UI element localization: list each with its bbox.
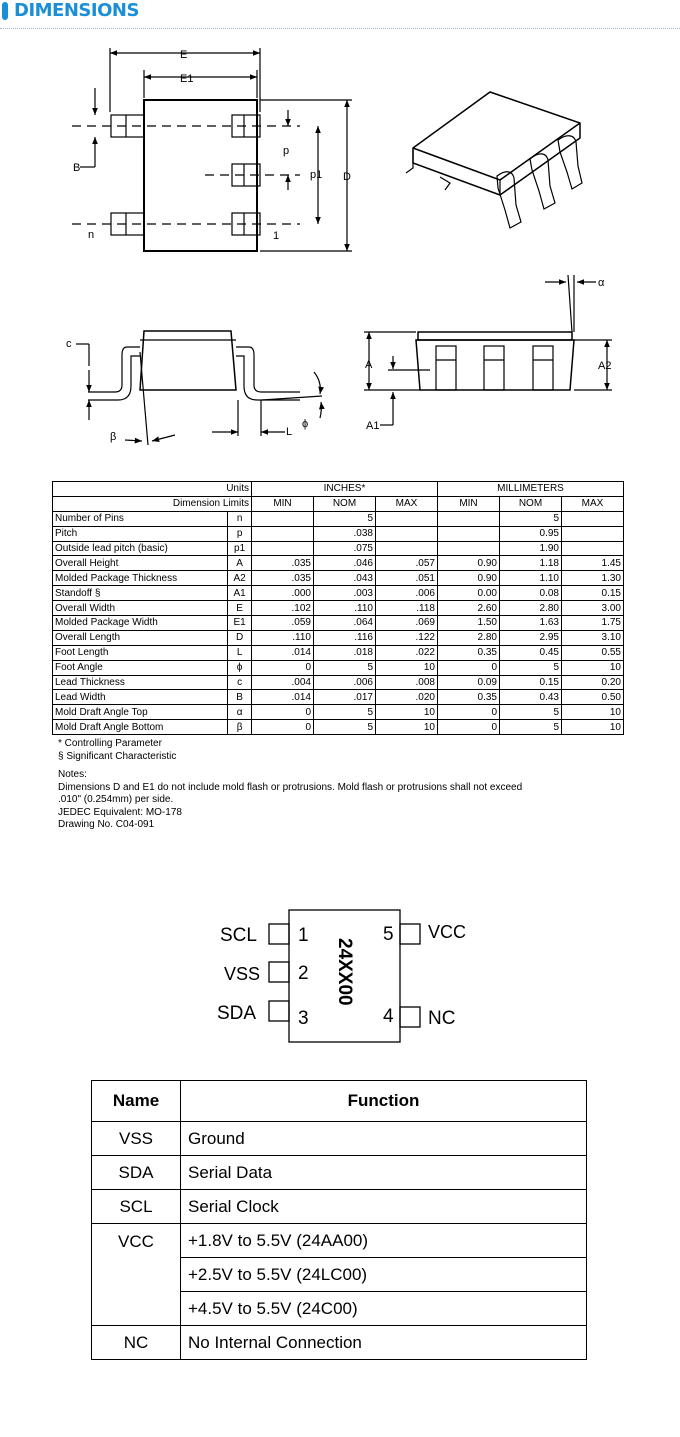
- cell-mm-min: 2.60: [438, 601, 500, 616]
- col-max: MAX: [562, 496, 624, 511]
- pin-function: Serial Clock: [181, 1190, 587, 1224]
- cell-mm-nom: 2.95: [500, 630, 562, 645]
- cell-mm-min: 0.90: [438, 556, 500, 571]
- cell-in-nom: .017: [314, 690, 376, 705]
- table-row: [53, 511, 624, 526]
- cell-in-max: 10: [376, 705, 438, 720]
- cell-mm-nom: 2.80: [500, 601, 562, 616]
- cell-sym: B: [228, 690, 252, 705]
- pin-2-name: VSS: [224, 964, 261, 984]
- note-line-2: .010" (0.254mm) per side.: [58, 794, 174, 805]
- pin-2-number: 2: [298, 963, 309, 984]
- notes-heading: Notes:: [58, 769, 87, 780]
- cell-mm-min: 0: [438, 720, 500, 735]
- pin-4-number: 4: [383, 1006, 394, 1027]
- cell-name: Molded Package Width: [53, 616, 228, 631]
- controlling-note: * Controlling Parameter: [58, 738, 162, 749]
- pin-function: +2.5V to 5.5V (24LC00): [181, 1258, 587, 1292]
- cell-mm-min: 0: [438, 705, 500, 720]
- cell-sym: L: [228, 645, 252, 660]
- cell-mm-max: 1.30: [562, 571, 624, 586]
- table-subheader-row: [53, 496, 624, 511]
- cell-in-nom: 5: [314, 720, 376, 735]
- note-line-4: Drawing No. C04-091: [58, 819, 155, 830]
- cell-in-nom: 5: [314, 660, 376, 675]
- cell-name: Overall Height: [53, 556, 228, 571]
- pin-name: VCC: [92, 1224, 181, 1326]
- label-A1: A1: [366, 420, 380, 432]
- cell-in-min: .110: [252, 630, 314, 645]
- cell-name: Foot Length: [53, 645, 228, 660]
- label-A: A: [365, 359, 373, 371]
- pin-1-number: 1: [298, 925, 309, 946]
- cell-in-max: .051: [376, 571, 438, 586]
- cell-mm-nom: 5: [500, 705, 562, 720]
- section-title: DIMENSIONS: [14, 0, 139, 21]
- name-column-header: Name: [92, 1081, 181, 1122]
- cell-sym: E1: [228, 616, 252, 631]
- cell-in-max: [376, 541, 438, 556]
- cell-name: Mold Draft Angle Top: [53, 705, 228, 720]
- pin-function: +1.8V to 5.5V (24AA00): [181, 1224, 587, 1258]
- cell-in-min: [252, 526, 314, 541]
- table-row: [53, 601, 624, 616]
- notes: [58, 738, 522, 832]
- cell-mm-min: 0.90: [438, 571, 500, 586]
- cell-mm-min: 0.35: [438, 690, 500, 705]
- cell-mm-nom: 0.08: [500, 586, 562, 601]
- cell-name: Outside lead pitch (basic): [53, 541, 228, 556]
- table-row: [53, 705, 624, 720]
- cell-in-min: [252, 511, 314, 526]
- cell-in-min: 0: [252, 720, 314, 735]
- cell-sym: p: [228, 526, 252, 541]
- significant-note: § Significant Characteristic: [58, 750, 177, 762]
- cell-sym: D: [228, 630, 252, 645]
- package-drawing: [0, 30, 680, 450]
- cell-in-min: .059: [252, 616, 314, 631]
- label-D: D: [343, 171, 351, 183]
- pin-4-name: NC: [428, 1008, 456, 1029]
- cell-mm-nom: 5: [500, 511, 562, 526]
- mm-label: MILLIMETERS: [438, 482, 624, 497]
- pin-function: Ground: [181, 1122, 587, 1156]
- cell-mm-max: 0.20: [562, 675, 624, 690]
- cell-mm-min: [438, 511, 500, 526]
- col-max: MAX: [376, 496, 438, 511]
- cell-mm-max: 10: [562, 720, 624, 735]
- pin-function-table: [91, 1080, 587, 1360]
- cell-mm-max: 3.10: [562, 630, 624, 645]
- cell-mm-max: [562, 511, 624, 526]
- note-line-3: JEDEC Equivalent: MO-178: [58, 806, 182, 818]
- cell-sym: E: [228, 601, 252, 616]
- cell-mm-nom: 1.63: [500, 616, 562, 631]
- label-A2: A2: [598, 360, 612, 372]
- label-p1: p1: [310, 169, 323, 181]
- inches-label: INCHES*: [252, 482, 438, 497]
- cell-sym: ϕ: [228, 660, 252, 675]
- cell-in-min: .102: [252, 601, 314, 616]
- label-c: c: [66, 338, 72, 350]
- cell-mm-min: 0.00: [438, 586, 500, 601]
- cell-sym: c: [228, 675, 252, 690]
- table-row: [53, 675, 624, 690]
- cell-in-min: .004: [252, 675, 314, 690]
- label-p: p: [283, 145, 290, 157]
- pin-3-name: SDA: [217, 1003, 257, 1024]
- units-label: Units: [53, 482, 252, 497]
- function-header-row: [92, 1081, 587, 1122]
- cell-name: Foot Angle: [53, 660, 228, 675]
- cell-name: Molded Package Thickness: [53, 571, 228, 586]
- cell-mm-max: 0.15: [562, 586, 624, 601]
- table-header-row: [53, 482, 624, 497]
- cell-sym: A: [228, 556, 252, 571]
- dim-limits-label: Dimension Limits: [53, 496, 252, 511]
- cell-sym: α: [228, 705, 252, 720]
- col-min: MIN: [252, 496, 314, 511]
- pin-name: NC: [92, 1326, 181, 1360]
- cell-mm-nom: 5: [500, 660, 562, 675]
- cell-mm-min: 0.09: [438, 675, 500, 690]
- table-row: [53, 720, 624, 735]
- pin-function: Serial Data: [181, 1156, 587, 1190]
- table-row: [53, 571, 624, 586]
- cell-mm-nom: 0.95: [500, 526, 562, 541]
- cell-in-min: .035: [252, 556, 314, 571]
- table-row: [53, 556, 624, 571]
- cell-in-max: .020: [376, 690, 438, 705]
- cell-in-nom: .038: [314, 526, 376, 541]
- pin-name: VSS: [92, 1122, 181, 1156]
- cell-mm-nom: 1.10: [500, 571, 562, 586]
- cell-in-max: .008: [376, 675, 438, 690]
- cell-mm-max: 1.75: [562, 616, 624, 631]
- cell-name: Overall Length: [53, 630, 228, 645]
- table-row: [53, 630, 624, 645]
- function-column-header: Function: [181, 1081, 587, 1122]
- dimensions-body: [53, 511, 624, 734]
- pin-function: No Internal Connection: [181, 1326, 587, 1360]
- header-divider: [0, 28, 680, 29]
- cell-mm-min: [438, 541, 500, 556]
- pin-name: SCL: [92, 1190, 181, 1224]
- cell-mm-nom: 0.43: [500, 690, 562, 705]
- cell-in-nom: .046: [314, 556, 376, 571]
- cell-mm-nom: 5: [500, 720, 562, 735]
- label-L: L: [286, 426, 293, 438]
- label-beta: β: [110, 431, 117, 443]
- cell-in-nom: .064: [314, 616, 376, 631]
- cell-name: Lead Width: [53, 690, 228, 705]
- cell-in-nom: .110: [314, 601, 376, 616]
- col-min: MIN: [438, 496, 500, 511]
- cell-mm-min: [438, 526, 500, 541]
- cell-in-max: .069: [376, 616, 438, 631]
- table-row: [53, 526, 624, 541]
- cell-sym: A2: [228, 571, 252, 586]
- table-row: [92, 1156, 587, 1190]
- label-E1: E1: [180, 73, 194, 85]
- part-marking: 24XX00: [334, 938, 355, 1006]
- cell-in-max: [376, 511, 438, 526]
- pin-5-name: VCC: [428, 922, 467, 942]
- cell-name: Number of Pins: [53, 511, 228, 526]
- cell-name: Lead Thickness: [53, 675, 228, 690]
- cell-in-nom: 5: [314, 705, 376, 720]
- cell-mm-nom: 1.90: [500, 541, 562, 556]
- dimensions-table: [52, 481, 624, 735]
- pin-1-name: SCL: [220, 925, 257, 946]
- note-line-1: Dimensions D and E1 do not include mold flash or protrusions. Mold flash or protrusions shall not exceed: [58, 781, 523, 793]
- cell-mm-max: [562, 526, 624, 541]
- table-row: [92, 1122, 587, 1156]
- cell-in-min: .035: [252, 571, 314, 586]
- cell-in-nom: .075: [314, 541, 376, 556]
- pin-name: SDA: [92, 1156, 181, 1190]
- pin-3-number: 3: [298, 1008, 309, 1029]
- cell-mm-max: [562, 541, 624, 556]
- cell-in-min: [252, 541, 314, 556]
- cell-in-max: 10: [376, 660, 438, 675]
- table-row: [53, 616, 624, 631]
- table-row: [53, 690, 624, 705]
- pinout-diagram: [200, 900, 500, 1050]
- col-nom: NOM: [500, 496, 562, 511]
- cell-mm-min: 1.50: [438, 616, 500, 631]
- label-B: B: [73, 162, 81, 174]
- label-E: E: [180, 49, 188, 61]
- header-accent-bar: [2, 2, 8, 20]
- cell-in-nom: .006: [314, 675, 376, 690]
- cell-mm-nom: 0.45: [500, 645, 562, 660]
- cell-mm-nom: 1.18: [500, 556, 562, 571]
- cell-name: Overall Width: [53, 601, 228, 616]
- cell-in-max: 10: [376, 720, 438, 735]
- label-phi: ϕ: [302, 418, 309, 430]
- table-row: [92, 1190, 587, 1224]
- cell-in-min: .014: [252, 645, 314, 660]
- cell-in-nom: .018: [314, 645, 376, 660]
- cell-in-min: 0: [252, 660, 314, 675]
- cell-in-nom: .116: [314, 630, 376, 645]
- cell-mm-max: 3.00: [562, 601, 624, 616]
- cell-in-max: [376, 526, 438, 541]
- cell-mm-max: 1.45: [562, 556, 624, 571]
- col-nom: NOM: [314, 496, 376, 511]
- cell-mm-max: 10: [562, 705, 624, 720]
- cell-sym: A1: [228, 586, 252, 601]
- table-row: [53, 541, 624, 556]
- cell-name: Pitch: [53, 526, 228, 541]
- table-row: [92, 1224, 587, 1258]
- label-n: n: [88, 229, 95, 241]
- cell-sym: n: [228, 511, 252, 526]
- cell-in-nom: .003: [314, 586, 376, 601]
- cell-in-max: .122: [376, 630, 438, 645]
- cell-in-max: .118: [376, 601, 438, 616]
- table-row: [92, 1326, 587, 1360]
- cell-in-min: 0: [252, 705, 314, 720]
- cell-mm-min: 0.35: [438, 645, 500, 660]
- cell-sym: β: [228, 720, 252, 735]
- cell-in-nom: .043: [314, 571, 376, 586]
- cell-in-min: .000: [252, 586, 314, 601]
- cell-mm-nom: 0.15: [500, 675, 562, 690]
- cell-in-max: .057: [376, 556, 438, 571]
- cell-mm-min: 2.80: [438, 630, 500, 645]
- cell-mm-min: 0: [438, 660, 500, 675]
- cell-in-max: .006: [376, 586, 438, 601]
- cell-mm-max: 0.50: [562, 690, 624, 705]
- cell-name: Standoff §: [53, 586, 228, 601]
- cell-in-max: .022: [376, 645, 438, 660]
- cell-name: Mold Draft Angle Bottom: [53, 720, 228, 735]
- cell-sym: p1: [228, 541, 252, 556]
- pin-function: +4.5V to 5.5V (24C00): [181, 1292, 587, 1326]
- pin-5-number: 5: [383, 924, 394, 945]
- cell-mm-max: 0.55: [562, 645, 624, 660]
- cell-mm-max: 10: [562, 660, 624, 675]
- cell-in-min: .014: [252, 690, 314, 705]
- table-row: [53, 586, 624, 601]
- label-alpha: α: [598, 277, 605, 289]
- section-header: [0, 0, 680, 30]
- cell-in-nom: 5: [314, 511, 376, 526]
- label-pin1: 1: [273, 230, 280, 242]
- table-row: [53, 660, 624, 675]
- table-row: [53, 645, 624, 660]
